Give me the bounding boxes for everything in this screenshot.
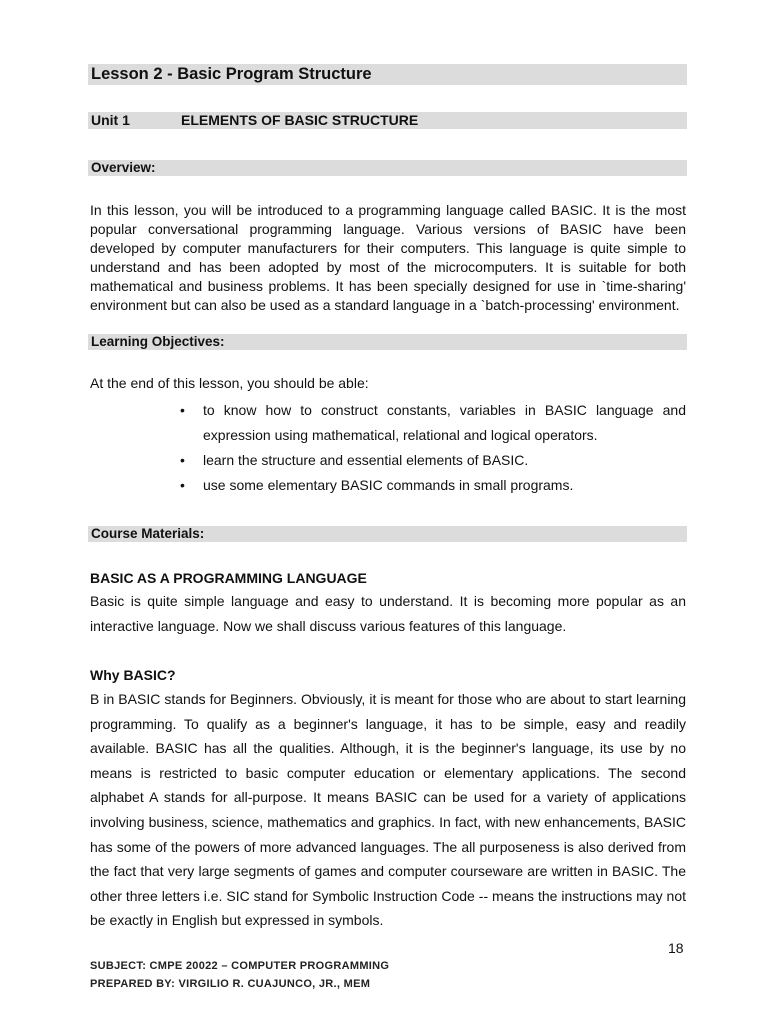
overview-text: In this lesson, you will be introduced to a programming language called BASIC. It is the most popular conversational programming language. Various versions of BASIC have been developed by computer manufacturers for their computers. This language is quite simple to understand and has been adopted by most of the microcomputers. It is suitable for both mathematical and business problems. It has been specially designed for use in `time-sharing' environment but can also be used as a standard language in a `batch-processing' environment.	[90, 202, 686, 313]
footer-subject: SUBJECT: CMPE 20022 – COMPUTER PROGRAMMING	[90, 960, 390, 972]
objectives-heading: Learning Objectives:	[88, 334, 687, 350]
lesson-title: Lesson 2 - Basic Program Structure	[88, 64, 687, 85]
unit-label: Unit 1	[91, 112, 130, 128]
basic-section-text: Basic is quite simple language and easy to understand. It is becoming more popular as an interactive language. Now we shall discuss various features of this language.	[90, 593, 686, 634]
unit-header	[88, 112, 687, 129]
course-materials-heading: Course Materials:	[88, 526, 687, 542]
footer-prepared-by: PREPARED BY: VIRGILIO R. CUAJUNCO, JR., MEM	[90, 978, 371, 990]
objectives-intro: At the end of this lesson, you should be able:	[90, 375, 369, 391]
list-item: • learn the structure and essential elements of BASIC.	[176, 448, 686, 473]
unit-title: ELEMENTS OF BASIC STRUCTURE	[181, 112, 419, 128]
page-number: 18	[668, 940, 684, 956]
list-item: • to know how to construct constants, variables in BASIC language and expression using mathematical, relational and logical operators.	[176, 398, 686, 448]
why-basic-text: B in BASIC stands for Beginners. Obviously, it is meant for those who are about to start learning programming. To qualify as a beginner's language, it has to be simple, easy and readily available. BASIC has all the qualities. Although, it is the beginner's language, its use by no means is restricted to basic computer education or elementary applications. The second alphabet A stands for all-purpose. It means BASIC can be used for a variety of applications involving business, science, mathematics and graphics. In fact, with new enhancements, BASIC has some of the powers of more advanced languages. The all purposeness is also derived from the fact that very large segments of games and computer courseware are written in BASIC. The other three letters i.e. SIC stand for Symbolic Instruction Code -- means the instructions may not be exactly in English but expressed in symbols.	[90, 691, 686, 929]
basic-section-heading: BASIC AS A PROGRAMMING LANGUAGE	[90, 570, 367, 586]
why-basic-heading: Why BASIC?	[90, 667, 176, 683]
list-item: • use some elementary BASIC commands in small programs.	[176, 473, 686, 498]
overview-heading: Overview:	[88, 160, 687, 176]
objectives-list	[176, 398, 686, 498]
